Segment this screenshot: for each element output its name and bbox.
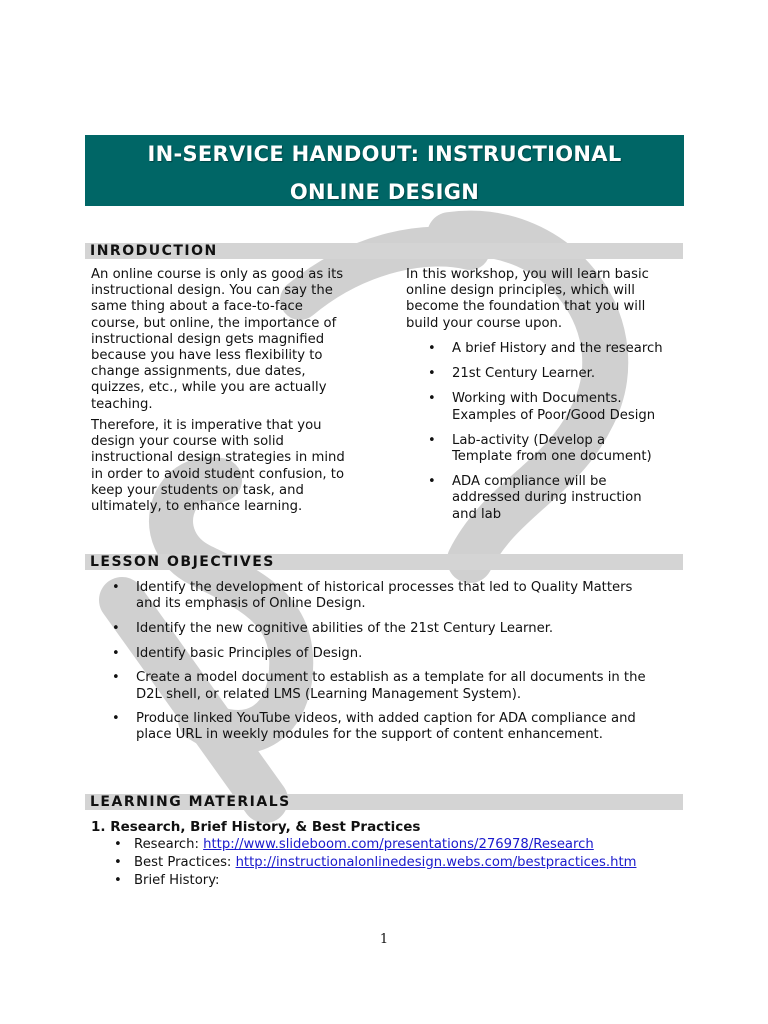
intro-left-paragraph-2 [91, 418, 371, 515]
intro-left-paragraph-1 [91, 267, 371, 413]
research-link[interactable]: http://www.slideboom.com/presentations/276978/Research [203, 837, 594, 852]
title-line-1: IN-SERVICE HANDOUT: INSTRUCTIONAL [147, 142, 622, 166]
text-line: because you have less flexibility to [91, 348, 323, 364]
text-line: and its emphasis of Online Design. [136, 596, 366, 612]
text-line: place URL in weekly modules for the support of content enhancement. [136, 727, 603, 743]
text-line: in order to avoid student confusion, to [91, 466, 345, 482]
list-item [112, 854, 636, 872]
text-line: instructional design strategies in mind [91, 450, 345, 466]
text-line: • Lab-activity (Develop a [452, 432, 606, 448]
text-line: build your course upon. [406, 315, 563, 331]
title-line-2: ONLINE DESIGN [289, 180, 480, 204]
intro-right-paragraph [406, 267, 676, 332]
text-line: become the foundation that you will [406, 299, 646, 315]
text-line: change assignments, due dates, [91, 364, 306, 380]
text-line: course, but online, the importance of [91, 315, 337, 331]
text-line: Examples of Poor/Good Design [452, 407, 656, 423]
text-line: • 21st Century Learner. [452, 366, 596, 382]
section-heading-lesson-objectives: LESSON OBJECTIVES [85, 554, 683, 570]
text-line: In this workshop, you will learn basic [406, 267, 649, 282]
text-line: addressed during instruction [452, 490, 642, 506]
text-line: D2L shell, or related LMS (Learning Management System). [136, 686, 522, 702]
text-line: • Identify the development of historical processes that led to Quality Matters [136, 580, 633, 595]
text-line: Template from one document) [452, 449, 652, 465]
list-item [85, 711, 685, 743]
text-line: keep your students on task, and [91, 482, 304, 498]
text-line: quizzes, etc., while you are actually [91, 380, 327, 396]
list-item [85, 621, 685, 637]
text-line: • A brief History and the research [452, 341, 663, 356]
text-line: instructional design gets magnified [91, 331, 325, 347]
section-heading-learning-materials: LEARNING MATERIALS [85, 794, 683, 810]
best-practices-label: Best Practices: [134, 855, 236, 870]
text-line: and lab [452, 506, 502, 522]
text-line: instructional design. You can say the [91, 283, 333, 299]
intro-bullet-list [406, 341, 686, 532]
list-item [406, 474, 686, 523]
text-line: online design principles, which will [406, 283, 635, 299]
materials-item-1-title: 1. Research, Brief History, & Best Practices [91, 819, 421, 835]
text-line: teaching. [91, 396, 153, 412]
list-item [112, 872, 636, 890]
text-line: • Identify the new cognitive abilities of the 21st Century Learner. [136, 620, 554, 636]
objectives-list [85, 580, 685, 752]
brief-history-label: Brief History: [134, 873, 220, 888]
text-line: • Produce linked YouTube videos, with added caption for ADA compliance and [136, 711, 636, 727]
text-line: • Identify basic Principles of Design. [136, 645, 363, 661]
text-line: • Create a model document to establish as a template for all documents in the [136, 670, 646, 686]
best-practices-link[interactable]: http://instructionalonlinedesign.webs.com/bestpractices.htm [235, 855, 637, 870]
text-line: Therefore, it is imperative that you [91, 418, 322, 433]
text-line: • ADA compliance will be [452, 474, 607, 490]
list-item [406, 391, 686, 423]
text-line: ultimately, to enhance learning. [91, 499, 303, 515]
page-number: 1 [379, 932, 389, 947]
text-line: • Working with Documents. [452, 391, 622, 407]
research-label: Research: [134, 837, 204, 852]
list-item [85, 646, 685, 662]
text-line: same thing about a face-to-face [91, 299, 303, 315]
list-item [85, 670, 685, 702]
list-item [406, 341, 686, 357]
list-item [406, 433, 686, 465]
list-item [112, 836, 636, 854]
text-line: An online course is only as good as its [91, 267, 344, 282]
section-heading-introduction: INRODUCTION [85, 243, 683, 259]
title-banner [85, 135, 684, 206]
text-line: design your course with solid [91, 434, 284, 450]
materials-list [112, 836, 636, 890]
list-item [406, 366, 686, 382]
list-item [85, 580, 685, 612]
